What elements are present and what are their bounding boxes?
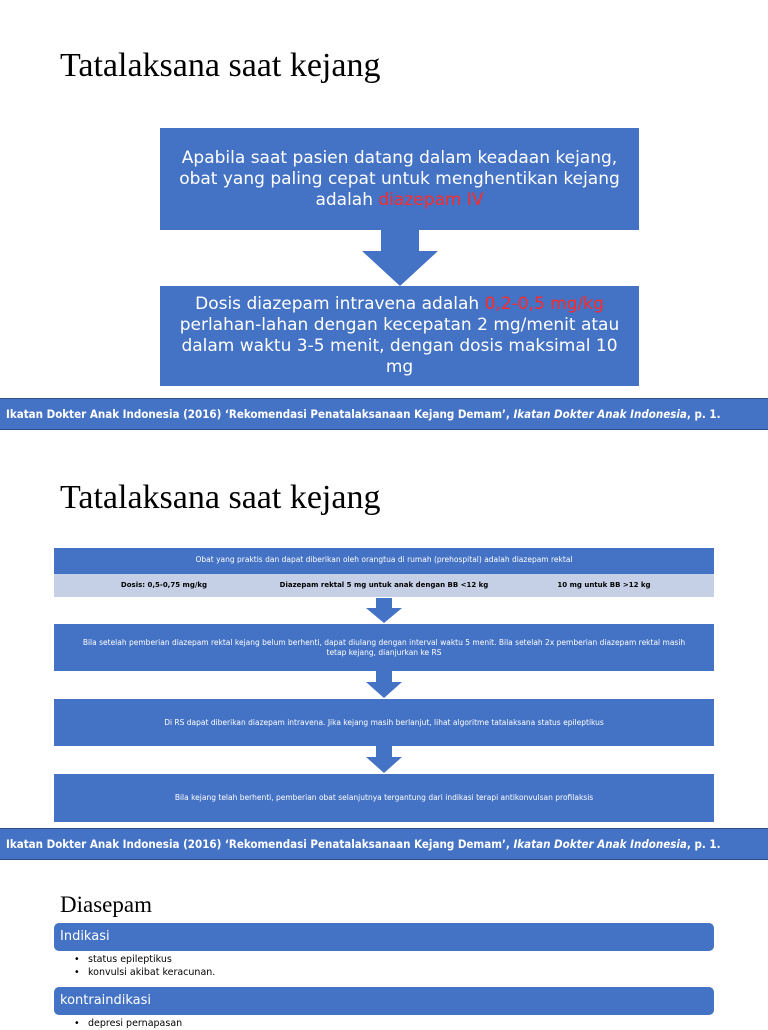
slide1-citation-page: , p. 1. [686,407,721,421]
slide2-citation-main: Ikatan Dokter Anak Indonesia (2016) ‘Rekomendasi Penatalaksanaan Kejang Demam’, [6,837,514,851]
slide3-indikasi-header: Indikasi [54,923,714,951]
slide2-citation-journal: Ikatan Dokter Anak Indonesia [513,837,687,851]
slide2-arrow-icon [366,598,402,623]
slide1-citation-journal: Ikatan Dokter Anak Indonesia [513,407,687,421]
slide3-title: Diasepam [60,892,152,917]
slide2-title: Tatalaksana saat kejang [60,479,381,516]
slide1-citation-main: Ikatan Dokter Anak Indonesia (2016) ‘Rekomendasi Penatalaksanaan Kejang Demam’, [6,407,514,421]
slide2-citation-page: , p. 1. [686,837,721,851]
slide2-dose-cell: 10 mg untuk BB >12 kg [557,581,651,589]
slide1-box2-text-after: perlahan-lahan dengan kecepatan 2 mg/menit atau dalam waktu 3-5 menit, dengan dosis maksimal 10 mg [179,315,620,377]
slide2-box4-text: Bila kejang telah berhenti, pemberian obat selanjutnya tergantung dari indikasi terapi antikonvulsan profilaksis [174,793,594,802]
slide2-dose-cell: Diazepam rektal 5 mg untuk anak dengan BB <12 kg [279,581,489,589]
slide1-box1-highlight: diazepam IV [378,189,484,210]
slide1-box2-text-before: Dosis diazepam intravena adalah [195,294,485,314]
slide2-dose-row [54,574,714,597]
list-item: • konvulsi akibat keracunan. [88,966,714,979]
slide2-dose-cell: Dosis: 0,5-0,75 mg/kg [120,581,208,589]
slide1-box-diazepam-iv [160,128,639,230]
slide1-title: Tatalaksana saat kejang [60,47,381,84]
slide3-indikasi-list [54,953,714,979]
slide1-box1-text: Apabila saat pasien datang dalam keadaan kejang, obat yang paling cepat untuk menghentikan kejang adalah [179,147,620,210]
slide2-box-ulang [54,624,714,671]
slide1-arrow-icon [362,229,438,286]
slide2-arrow-icon [366,671,402,698]
slide1-box2-highlight: 0,2-0,5 mg/kg [484,294,604,314]
list-item: • status epileptikus [88,953,714,966]
list-item: • depresi pernapasan [88,1017,714,1030]
slide2-arrow-icon [366,746,402,773]
slide1-box-dosis [160,286,639,386]
slide2-box-berhenti [54,774,714,822]
slide2-box2-text: Bila setelah pemberian diazepam rektal kejang belum berhenti, dapat diulang dengan interval waktu 5 menit. Bila setelah 2x pemberian diazepam rektal masih tetap kejang, dianjurkan ke RS [82,637,686,657]
slide3-kontraindikasi-header: kontraindikasi [54,987,714,1015]
slide2-box1-text: Obat yang praktis dan dapat diberikan oleh orangtua di rumah (prehospital) adalah diazepam rektal [195,555,573,564]
slide2-box-prehospital [54,548,714,574]
slide2-citation [0,828,768,860]
slide2-box-rs [54,699,714,746]
slide2-box3-text: Di RS dapat diberikan diazepam intravena. Jika kejang masih berlanjut, lihat algoritme tatalaksana status epileptikus [164,717,604,727]
slide1-citation [0,398,768,430]
